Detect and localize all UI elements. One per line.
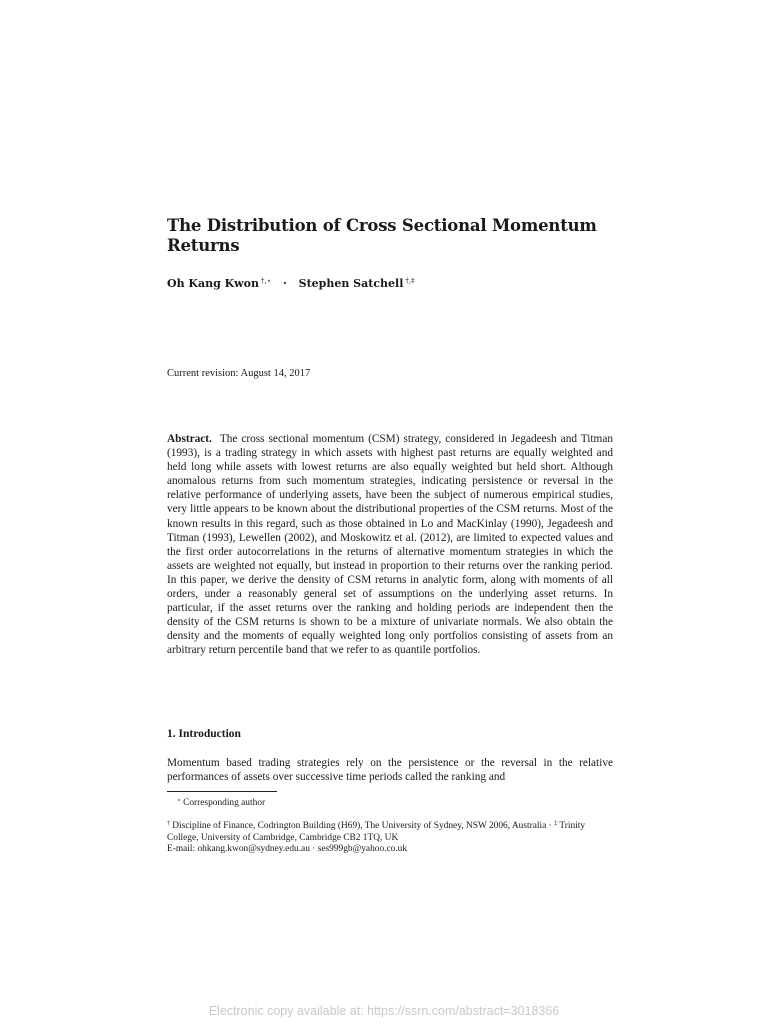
author-name: Oh Kang Kwon [167,277,259,290]
section-heading: 1. Introduction [167,728,241,740]
author-list [167,273,607,292]
footnote-corresponding-author [167,795,613,810]
author-affiliation-mark: †,‡ [405,277,415,285]
author-name: Stephen Satchell [298,277,404,290]
abstract-text: The cross sectional momentum (CSM) strategy, considered in Jegadeesh and Titman (1993), is a trading strategy in which assets with highest past returns are equally weighted and held long while assets with lowest returns are also equally weighted but held short. Although anomalous returns from such momentum strategies, indicating persistence or reversal in the relative performance of underlying assets, have been the subject of numerous empirical studies, very little appears to be known about the distributional properties of the CSM returns. Most of the known results in this regard, such as those obtained in Lo and MacKinlay (1990), Jegadeesh and Titman (1993), Lewellen (2002), and Moskowitz et al. (2012), are limited to expected values and the first order autocorrelations in the returns of alternative momentum strategies in which the assets are weighted not equally, but instead in proportion to their returns over the ranking period. In this paper, we derive the density of CSM returns in analytic form, along with moments of all orders, under a reasonably general set of assumptions on the underlying asset returns. In particular, if the asset returns over the ranking and holding periods are independent then the density of the CSM returns is shown to be a mixture of univariate normals. We also obtain the density and the moments of equally weighted long only portfolios consisting of assets from an arbitrary return percentile band that we refer to as quantile portfolios. [167,433,613,657]
ssrn-watermark: Electronic copy available at: https://ssrn.com/abstract=3018366 [208,1004,560,1018]
introduction-text: Momentum based trading strategies rely on the persistence or the reversal in the relative performances of assets over successive time periods called the ranking and [167,757,613,784]
author-affiliation-mark: †,⋆ [260,277,272,285]
footnote-text: Corresponding author [183,798,266,808]
abstract [167,432,613,658]
abstract-label: Abstract. [167,433,212,445]
footnote-mark: † [167,819,171,827]
revision-date: Current revision: August 14, 2017 [167,368,311,379]
footnote-rule [167,791,277,792]
footnotes [167,795,613,856]
footnote-mark: ⋆ [177,797,182,804]
footnote-mark: ‡ [554,819,558,827]
footnote-email: E-mail: ohkang.kwon@sydney.edu.au · ses999gb@yahoo.co.uk [167,844,408,855]
footnote-text: Trinity College, University of Cambridge, Cambridge CB2 1TQ, UK [167,820,586,843]
author-separator: · [282,277,287,290]
footnote-affiliations [167,818,613,845]
footnote-text: Discipline of Finance, Codrington Building (H69), The University of Sydney, NSW 2006, Australia · [172,820,555,831]
paper-title: The Distribution of Cross Sectional Momentum Returns [167,216,597,255]
